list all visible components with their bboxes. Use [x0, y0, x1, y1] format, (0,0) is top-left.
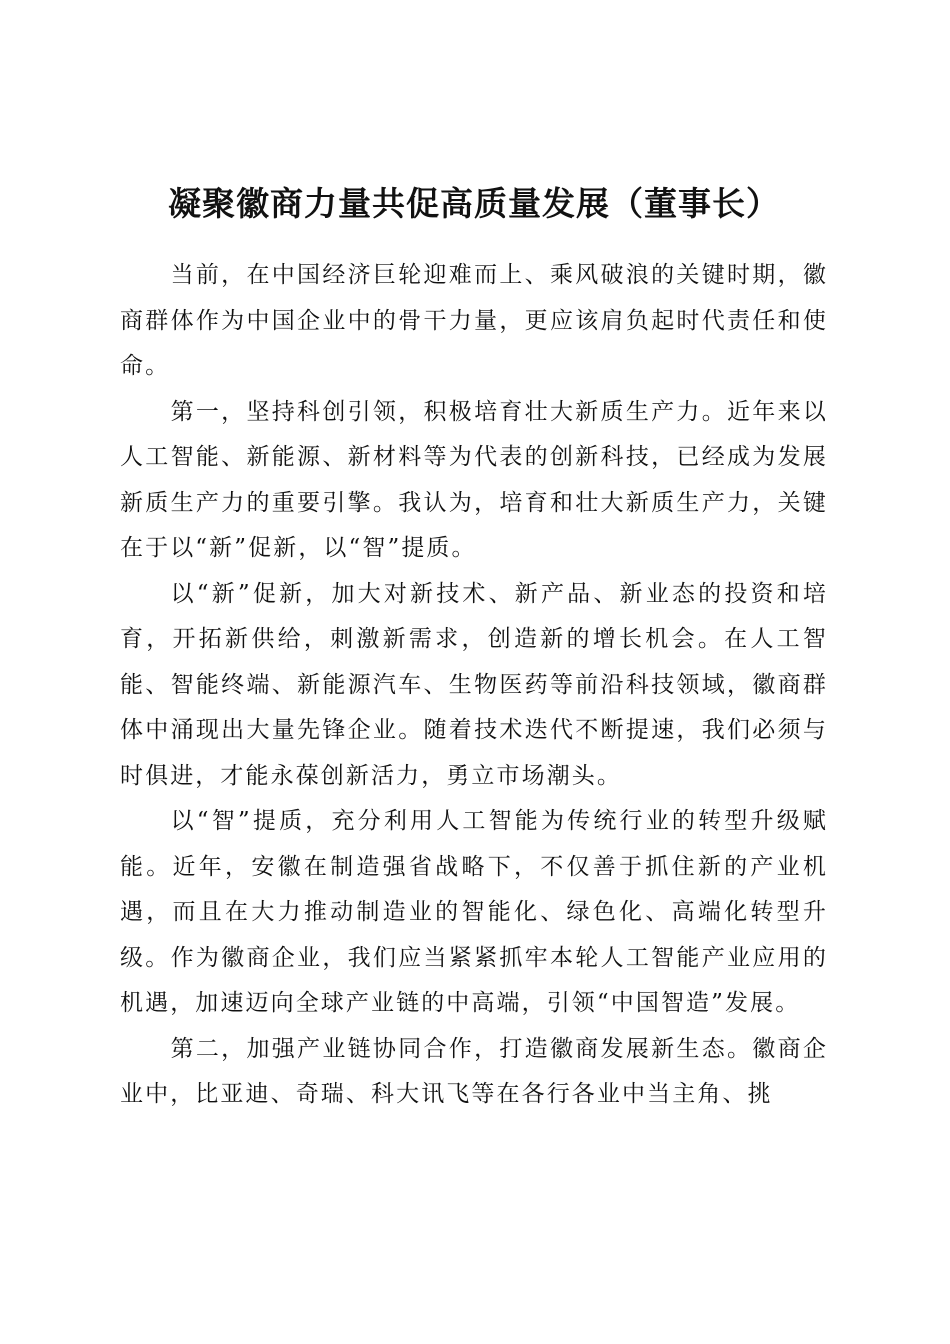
- document-title: 凝聚徽商力量共促高质量发展（董事长）: [168, 184, 780, 223]
- paragraph-intro: 当前，在中国经济巨轮迎难而上、乘风破浪的关键时期，徽商群体作为中国企业中的骨干力量，更应该肩负起时代责任和使命。: [120, 262, 828, 379]
- paragraph-new-innovation: 以“新”促新，加大对新技术、新产品、新业态的投资和培育，开拓新供给，刺激新需求，创造新的增长机会。在人工智能、智能终端、新能源汽车、生物医药等前沿科技领域，徽商群体中涌现出大量先锋企业。随着技术迭代不断提速，我们必须与时俱进，才能永葆创新活力，勇立市场潮头。: [120, 580, 828, 789]
- document-body: [120, 253, 828, 1118]
- paragraph-smart-quality: 以“智”提质，充分利用人工智能为传统行业的转型升级赋能。近年，安徽在制造强省战略下，不仅善于抓住新的产业机遇，而且在大力推动制造业的智能化、绿色化、高端化转型升级。作为徽商企业，我们应当紧紧抓牢本轮人工智能产业应用的机遇，加速迈向全球产业链的中高端，引领“中国智造”发展。: [120, 808, 828, 1016]
- paragraph-point-two: 第二，加强产业链协同合作，打造徽商发展新生态。徽商企业中，比亚迪、奇瑞、科大讯飞等在各行各业中当主角、挑: [120, 1035, 828, 1107]
- paragraph-point-one: 第一，坚持科创引领，积极培育壮大新质生产力。近年来以人工智能、新能源、新材料等为代表的创新科技，已经成为发展新质生产力的重要引擎。我认为，培育和壮大新质生产力，关键在于以“新”促新，以“智”提质。: [120, 398, 828, 561]
